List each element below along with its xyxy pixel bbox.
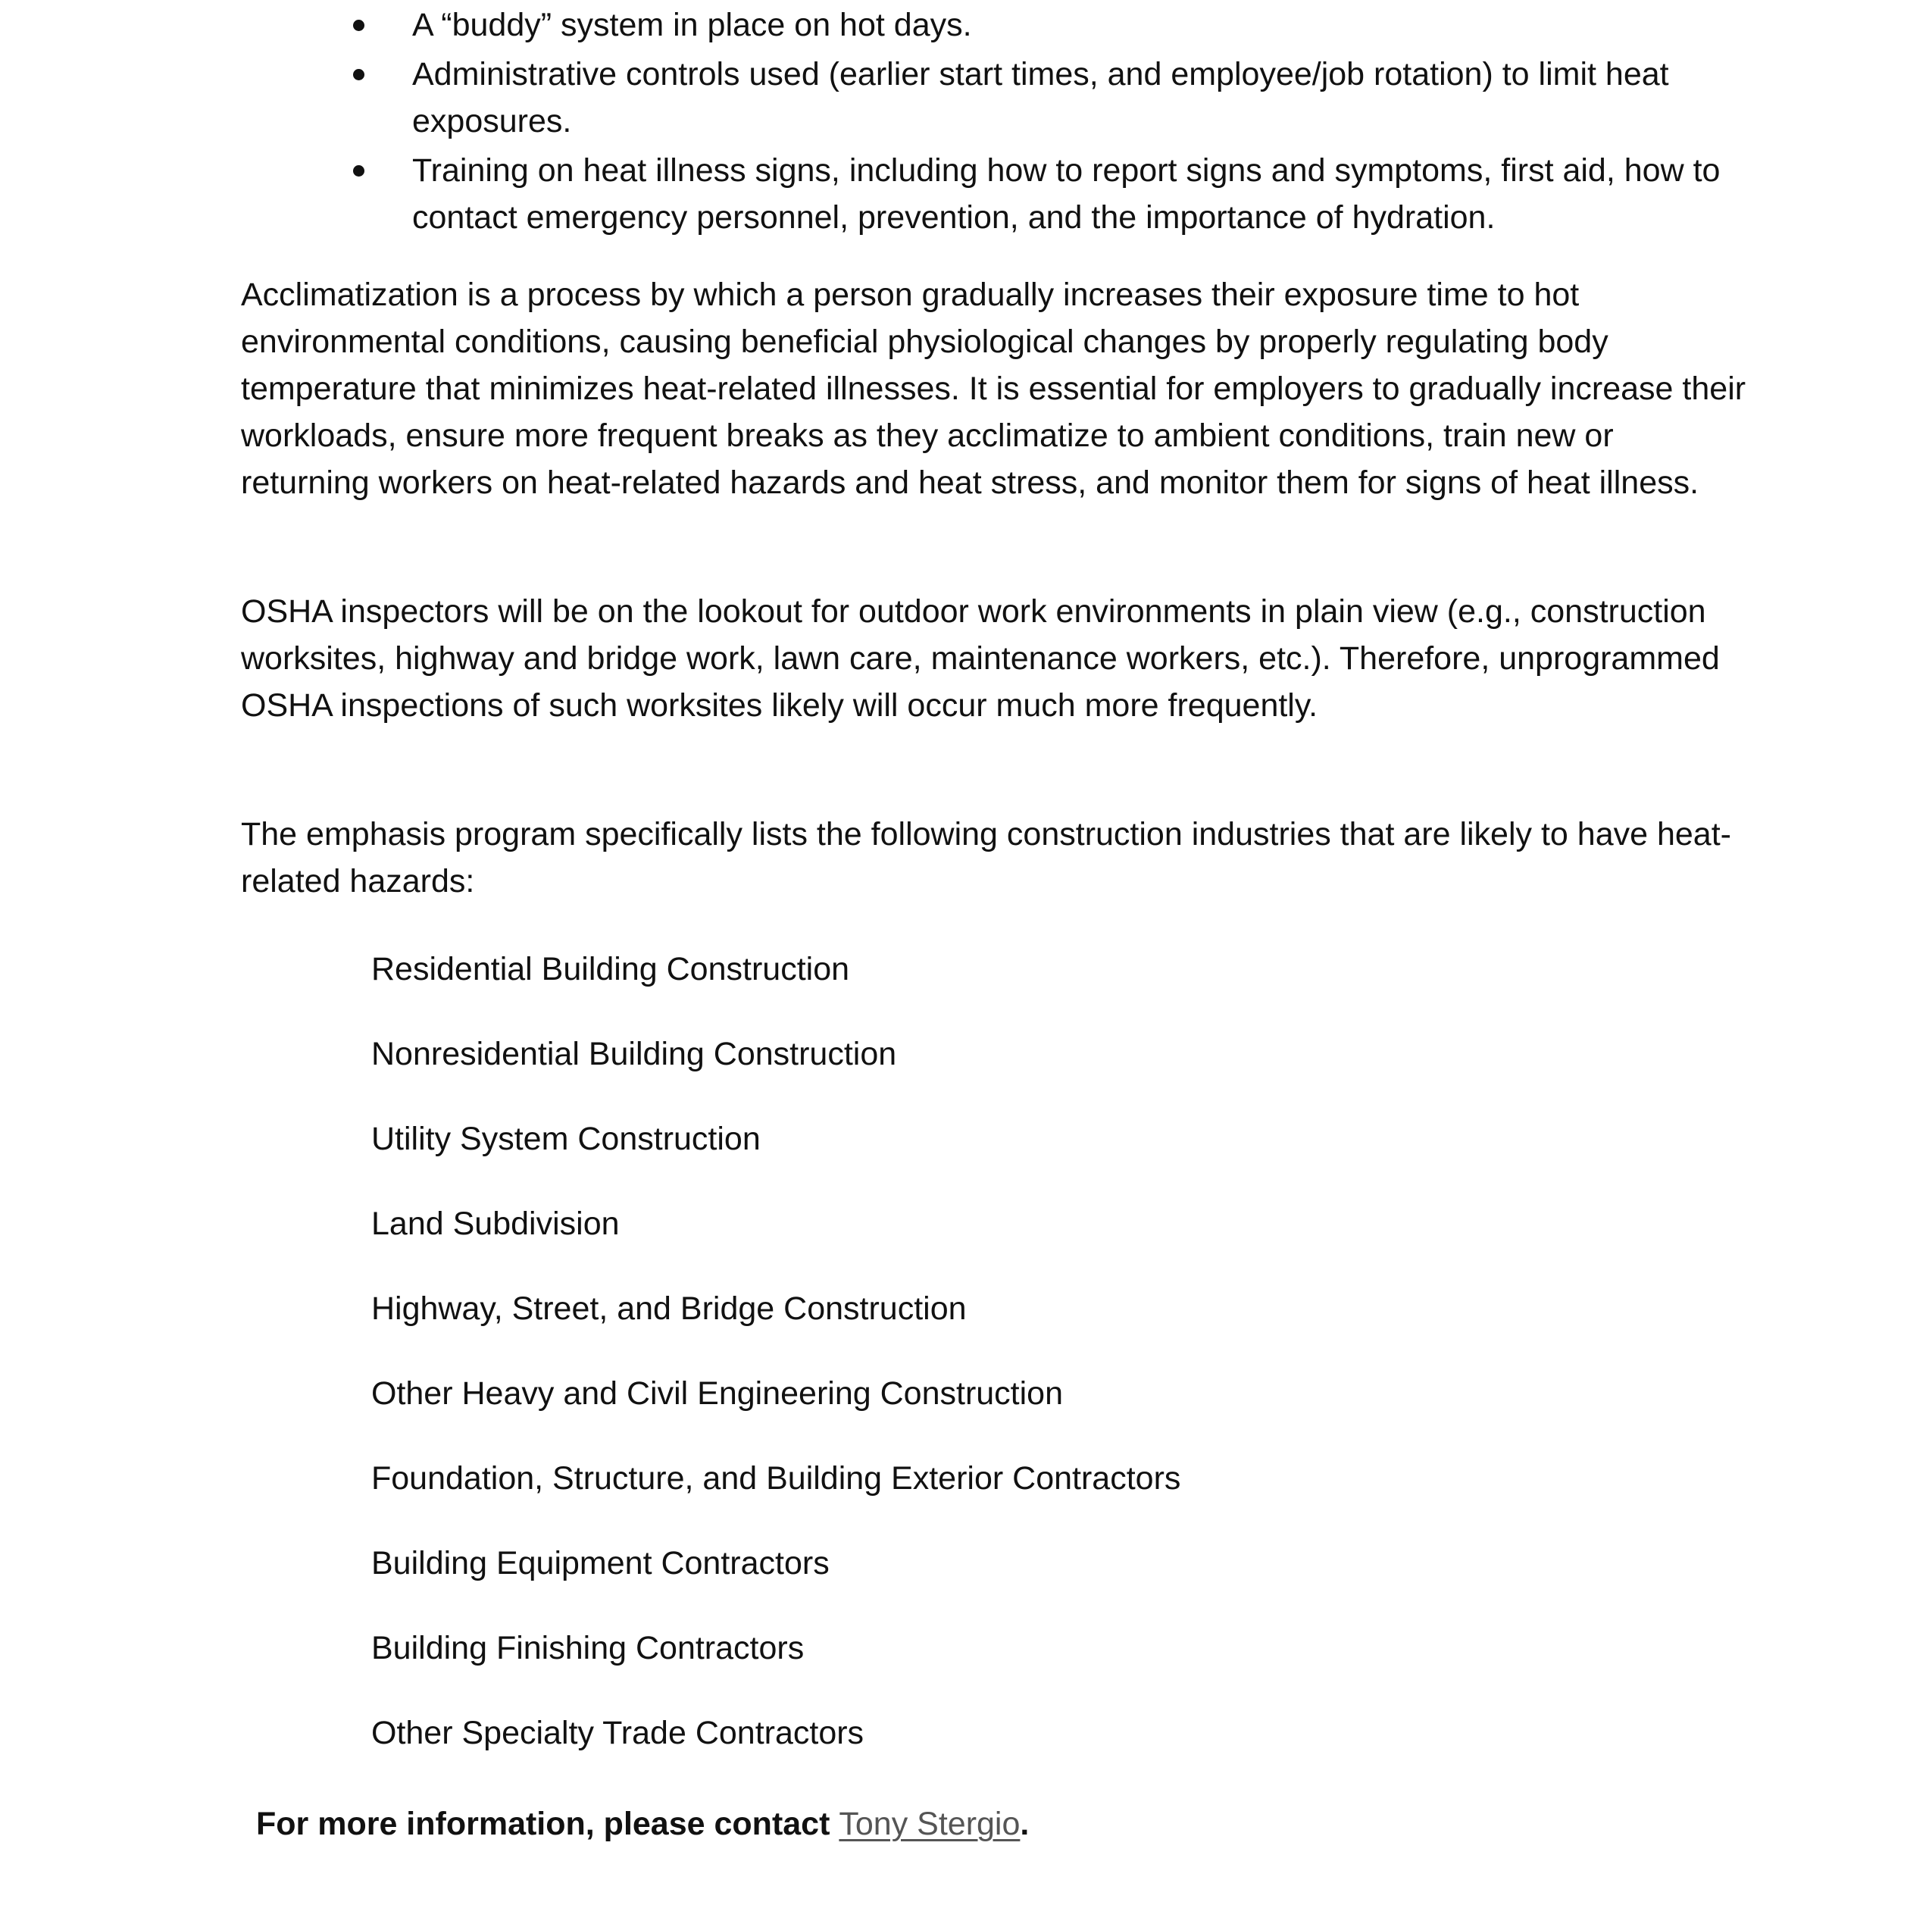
contact-prefix: For more information, please contact	[256, 1806, 839, 1842]
industry-item: Other Heavy and Civil Engineering Construction	[371, 1375, 1064, 1412]
bullet-text: A “buddy” system in place on hot days.	[412, 7, 972, 43]
industry-list	[371, 946, 1180, 1794]
industry-item: Land Subdivision	[371, 1206, 620, 1242]
bullet-text: Training on heat illness signs, including how to report signs and symptoms, first aid, how to contact emergency personnel, prevention, and the importance of hydration.	[412, 152, 1721, 236]
industry-item: Nonresidential Building Construction	[371, 1036, 897, 1072]
bullet-icon	[353, 20, 364, 31]
bullet-text: Administrative controls used (earlier start times, and employee/job rotation) to limit heat exposures.	[412, 56, 1669, 139]
industry-item: Residential Building Construction	[371, 951, 850, 987]
contact-line	[256, 1800, 1029, 1847]
industry-item: Building Equipment Contractors	[371, 1545, 830, 1581]
bullet-item	[350, 51, 1759, 145]
bullet-icon	[353, 69, 364, 80]
bullet-icon	[353, 165, 364, 177]
industry-item: Utility System Construction	[371, 1121, 761, 1157]
industry-item: Building Finishing Contractors	[371, 1630, 805, 1666]
contact-suffix: .	[1020, 1806, 1030, 1842]
emphasis-paragraph: The emphasis program specifically lists the following construction industries that are likely to have heat-related hazards:	[241, 816, 1731, 899]
industry-item: Other Specialty Trade Contractors	[371, 1715, 864, 1751]
contact-link[interactable]: Tony Stergio	[839, 1806, 1021, 1842]
bullet-list	[350, 2, 1759, 243]
acclimatization-paragraph: Acclimatization is a process by which a person gradually increases their exposure time to hot environmental conditions, causing beneficial physiological changes by properly regulating body temperature that minimizes heat-related illnesses. It is essential for employers to gradually increase their workloads, ensure more frequent breaks as they acclimatize to ambient conditions, train new or returning workers on heat-related hazards and heat stress, and monitor them for signs of heat illness.	[241, 277, 1746, 501]
bullet-item	[350, 147, 1759, 241]
industry-item: Highway, Street, and Bridge Construction	[371, 1290, 967, 1327]
industry-item: Foundation, Structure, and Building Exterior Contractors	[371, 1460, 1181, 1497]
bullet-item	[350, 2, 1759, 48]
inspectors-paragraph: OSHA inspectors will be on the lookout for outdoor work environments in plain view (e.g., construction worksites, highway and bridge work, lawn care, maintenance workers, etc.). Therefore, unprogrammed OSHA inspections of such worksites likely will occur much more frequently.	[241, 593, 1720, 724]
